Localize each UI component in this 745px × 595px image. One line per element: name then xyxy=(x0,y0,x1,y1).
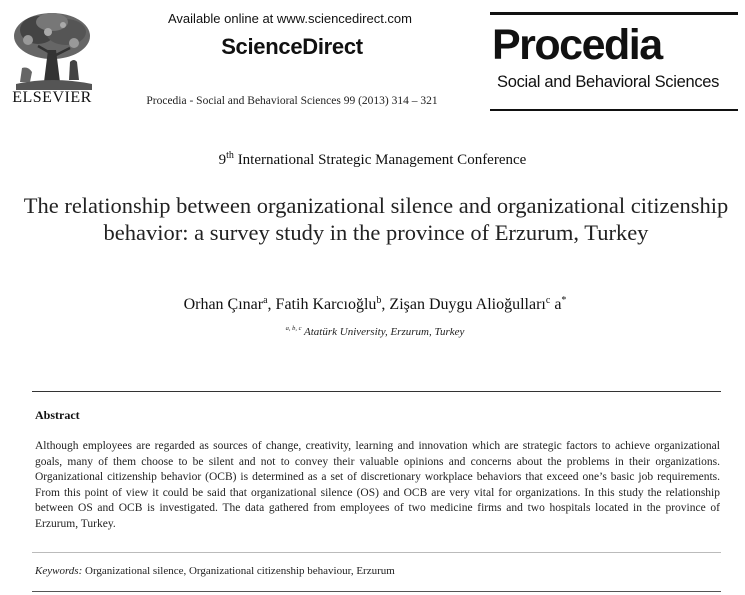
affiliation-marks: a, b, c xyxy=(285,325,302,332)
divider-bottom xyxy=(32,591,721,592)
affiliation-line xyxy=(0,326,745,338)
author-name: Orhan Çınar xyxy=(183,296,264,313)
available-online-text: Available online at www.sciencedirect.com xyxy=(168,11,412,26)
journal-citation: Procedia - Social and Behavioral Sciences 99 (2013) 314 – 321 xyxy=(146,95,438,107)
author-list xyxy=(0,296,745,314)
journal-logo-name: Procedia xyxy=(492,21,662,69)
divider-top xyxy=(32,391,721,392)
paper-title: The relationship between organizational silence and organizational citizenship behavior: a survey study in the province of Erzurum, Turkey xyxy=(23,193,729,245)
abstract-heading: Abstract xyxy=(35,408,80,422)
author-affiliation-mark: b xyxy=(376,295,382,306)
keywords-line xyxy=(35,565,720,577)
author-separator: a xyxy=(550,296,562,313)
author-separator: , xyxy=(267,296,276,313)
journal-logo-subtitle: Social and Behavioral Sciences xyxy=(497,73,720,91)
conference-number: 9 xyxy=(218,152,227,168)
publisher-wordmark: ELSEVIER xyxy=(12,89,92,106)
author-name: Zişan Duygu Alioğulları xyxy=(389,296,546,313)
corresponding-author-mark: * xyxy=(561,295,567,306)
conference-ordinal-suffix: th xyxy=(226,150,234,161)
conference-name: International Strategic Management Conference xyxy=(233,152,527,168)
conference-line xyxy=(0,152,745,169)
author-affiliation-mark: c xyxy=(545,295,551,306)
author-separator: , xyxy=(381,296,390,313)
divider-middle xyxy=(32,552,721,553)
author-affiliation-mark: a xyxy=(263,295,268,306)
sciencedirect-logo: ScienceDirect xyxy=(221,34,363,59)
abstract-text: Although employees are regarded as sources of change, creativity, learning and innovation which are strategic factors to achieve organizational goals, many of them choose to be silent and not to convey their valuable opinions and concerns about the problems in their organizations. Organizational citizenship behavior (OCB) is determined as a set of discretionary workplace behaviors that exceed one’s basic job requirements. From this point of view it could be said that organizational silence (OS) and OCB are very vital for organizations. In this study the relationship between OS and OCB is investigated. The data gathered from employees of two medicine firms and two hospitals located in the province of Erzurum, Turkey. xyxy=(35,440,720,530)
affiliation-text: Atatürk University, Erzurum, Turkey xyxy=(301,326,465,338)
author-name: Fatih Karcıoğlu xyxy=(275,296,377,313)
keywords-text: Organizational silence, Organizational citizenship behaviour, Erzurum xyxy=(82,565,395,577)
keywords-label: Keywords: xyxy=(35,565,83,577)
